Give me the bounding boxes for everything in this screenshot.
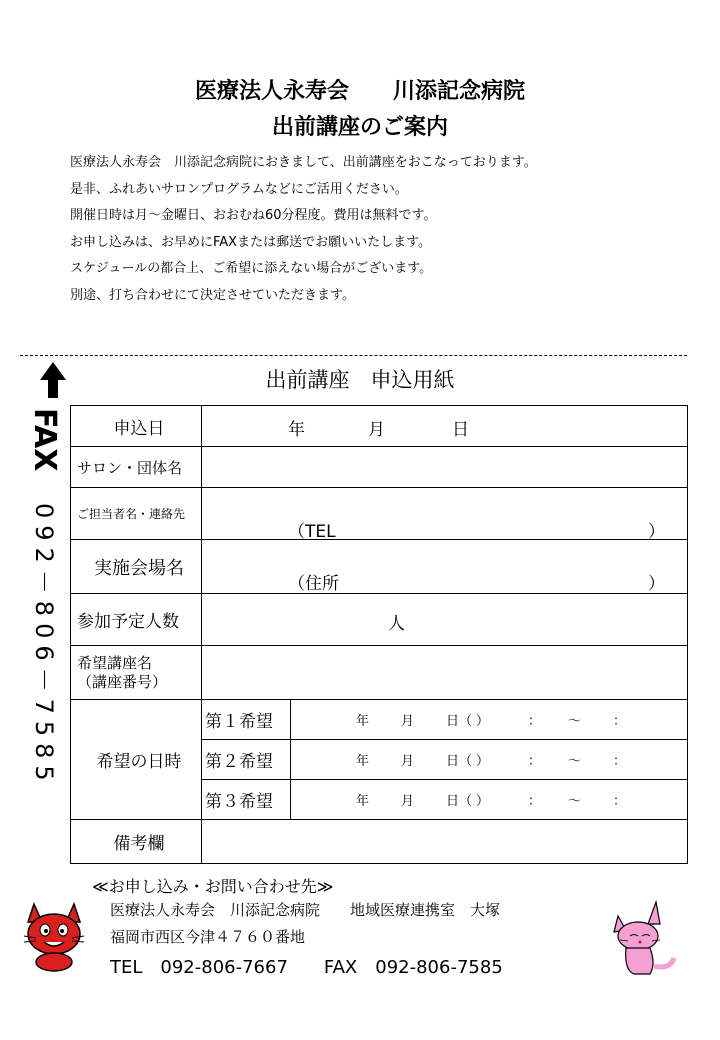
application-form [70, 405, 688, 864]
venue-field[interactable] [202, 540, 688, 594]
address-prefix: （住所 [288, 573, 339, 594]
dt-colon: ： [613, 794, 627, 809]
application-date-field[interactable] [202, 406, 688, 447]
page-subtitle: 出前講座のご案内 [271, 115, 448, 140]
dt-year: 年 [356, 794, 370, 809]
dt-colon: ： [528, 754, 542, 769]
pink-cat-mascot-icon [604, 900, 680, 980]
people-field[interactable] [202, 594, 688, 646]
choice-3-field[interactable] [291, 780, 688, 820]
people-unit: 人 [388, 613, 405, 634]
tel-prefix: （TEL [288, 521, 336, 542]
address-close: ） [648, 573, 665, 594]
dt-colon: ： [528, 794, 542, 809]
intro-line: 医療法人永寿会 川添記念病院におきまして、出前講座をおこなっております。 [70, 155, 537, 170]
choice-1-field[interactable] [291, 700, 688, 740]
datetime-label: 希望の日時 [71, 700, 202, 820]
dt-tilde: ～ [568, 714, 582, 729]
course-label-line1: 希望講座名 [77, 653, 153, 672]
dt-tilde: ～ [568, 754, 582, 769]
form-title: 出前講座 申込用紙 [265, 368, 455, 392]
dt-colon: ： [613, 754, 627, 769]
people-label: 参加予定人数 [71, 594, 202, 646]
course-label-line2: （講座番号） [77, 672, 168, 691]
month-label: 月 [368, 420, 385, 440]
contact-header: ≪お申し込み・お問い合わせ先≫ [92, 877, 334, 896]
dt-colon: ： [528, 714, 542, 729]
contact-label: ご担当者名・連絡先 [71, 488, 202, 540]
intro-text [70, 150, 537, 309]
intro-line: お申し込みは、お早めにFAXまたは郵送でお願いいたします。 [70, 234, 432, 250]
dt-close: ） [476, 754, 490, 769]
intro-line: 是非、ふれあいサロンプログラムなどにご活用ください。 [70, 181, 408, 197]
cut-line [20, 355, 687, 356]
red-cat-mascot-icon [20, 900, 88, 972]
dt-tilde: ～ [568, 794, 582, 809]
fax-number: 092－806－7585 [30, 503, 58, 788]
intro-line: 別途、打ち合わせにて決定させていただきます。 [70, 287, 355, 303]
intro-line: スケジュールの都合上、ご希望に添えない場合がございます。 [70, 261, 433, 276]
dt-day: 日（ [446, 794, 473, 809]
salon-label: サロン・団体名 [71, 447, 202, 488]
salon-field[interactable] [202, 447, 688, 488]
tel-close: ） [648, 521, 665, 542]
dt-month: 月 [401, 794, 415, 809]
intro-line: 開催日時は月～金曜日、おおむね60分程度。費用は無料です。 [70, 208, 437, 223]
dt-year: 年 [356, 754, 370, 769]
year-label: 年 [288, 420, 305, 440]
contact-field[interactable] [202, 488, 688, 540]
remarks-field[interactable] [202, 820, 688, 864]
dt-year: 年 [356, 714, 370, 729]
up-arrow-icon [36, 360, 70, 400]
venue-label: 実施会場名 [71, 540, 202, 594]
page-title: 医療法人永寿会 川添記念病院 [194, 79, 525, 104]
application-date-label: 申込日 [71, 406, 202, 447]
fax-label: FAX [27, 408, 62, 472]
dt-month: 月 [401, 754, 415, 769]
dt-month: 月 [401, 714, 415, 729]
choice-2-label: 第２希望 [202, 740, 291, 780]
contact-address: 福岡市西区今津４７６０番地 [110, 928, 306, 946]
dt-day: 日（ [446, 714, 473, 729]
choice-3-label: 第３希望 [202, 780, 291, 820]
contact-organization: 医療法人永寿会 川添記念病院 地域医療連携室 大塚 [110, 901, 501, 919]
day-label: 日 [452, 420, 469, 440]
dt-colon: ： [613, 714, 627, 729]
course-field[interactable] [202, 646, 688, 700]
dt-close: ） [476, 714, 490, 729]
dt-day: 日（ [446, 754, 473, 769]
choice-2-field[interactable] [291, 740, 688, 780]
remarks-label: 備考欄 [71, 820, 202, 864]
contact-phone-fax: TEL 092-806-7667 FAX 092-806-7585 [110, 957, 503, 978]
dt-close: ） [476, 794, 490, 809]
choice-1-label: 第１希望 [202, 700, 291, 740]
course-label [71, 646, 202, 700]
